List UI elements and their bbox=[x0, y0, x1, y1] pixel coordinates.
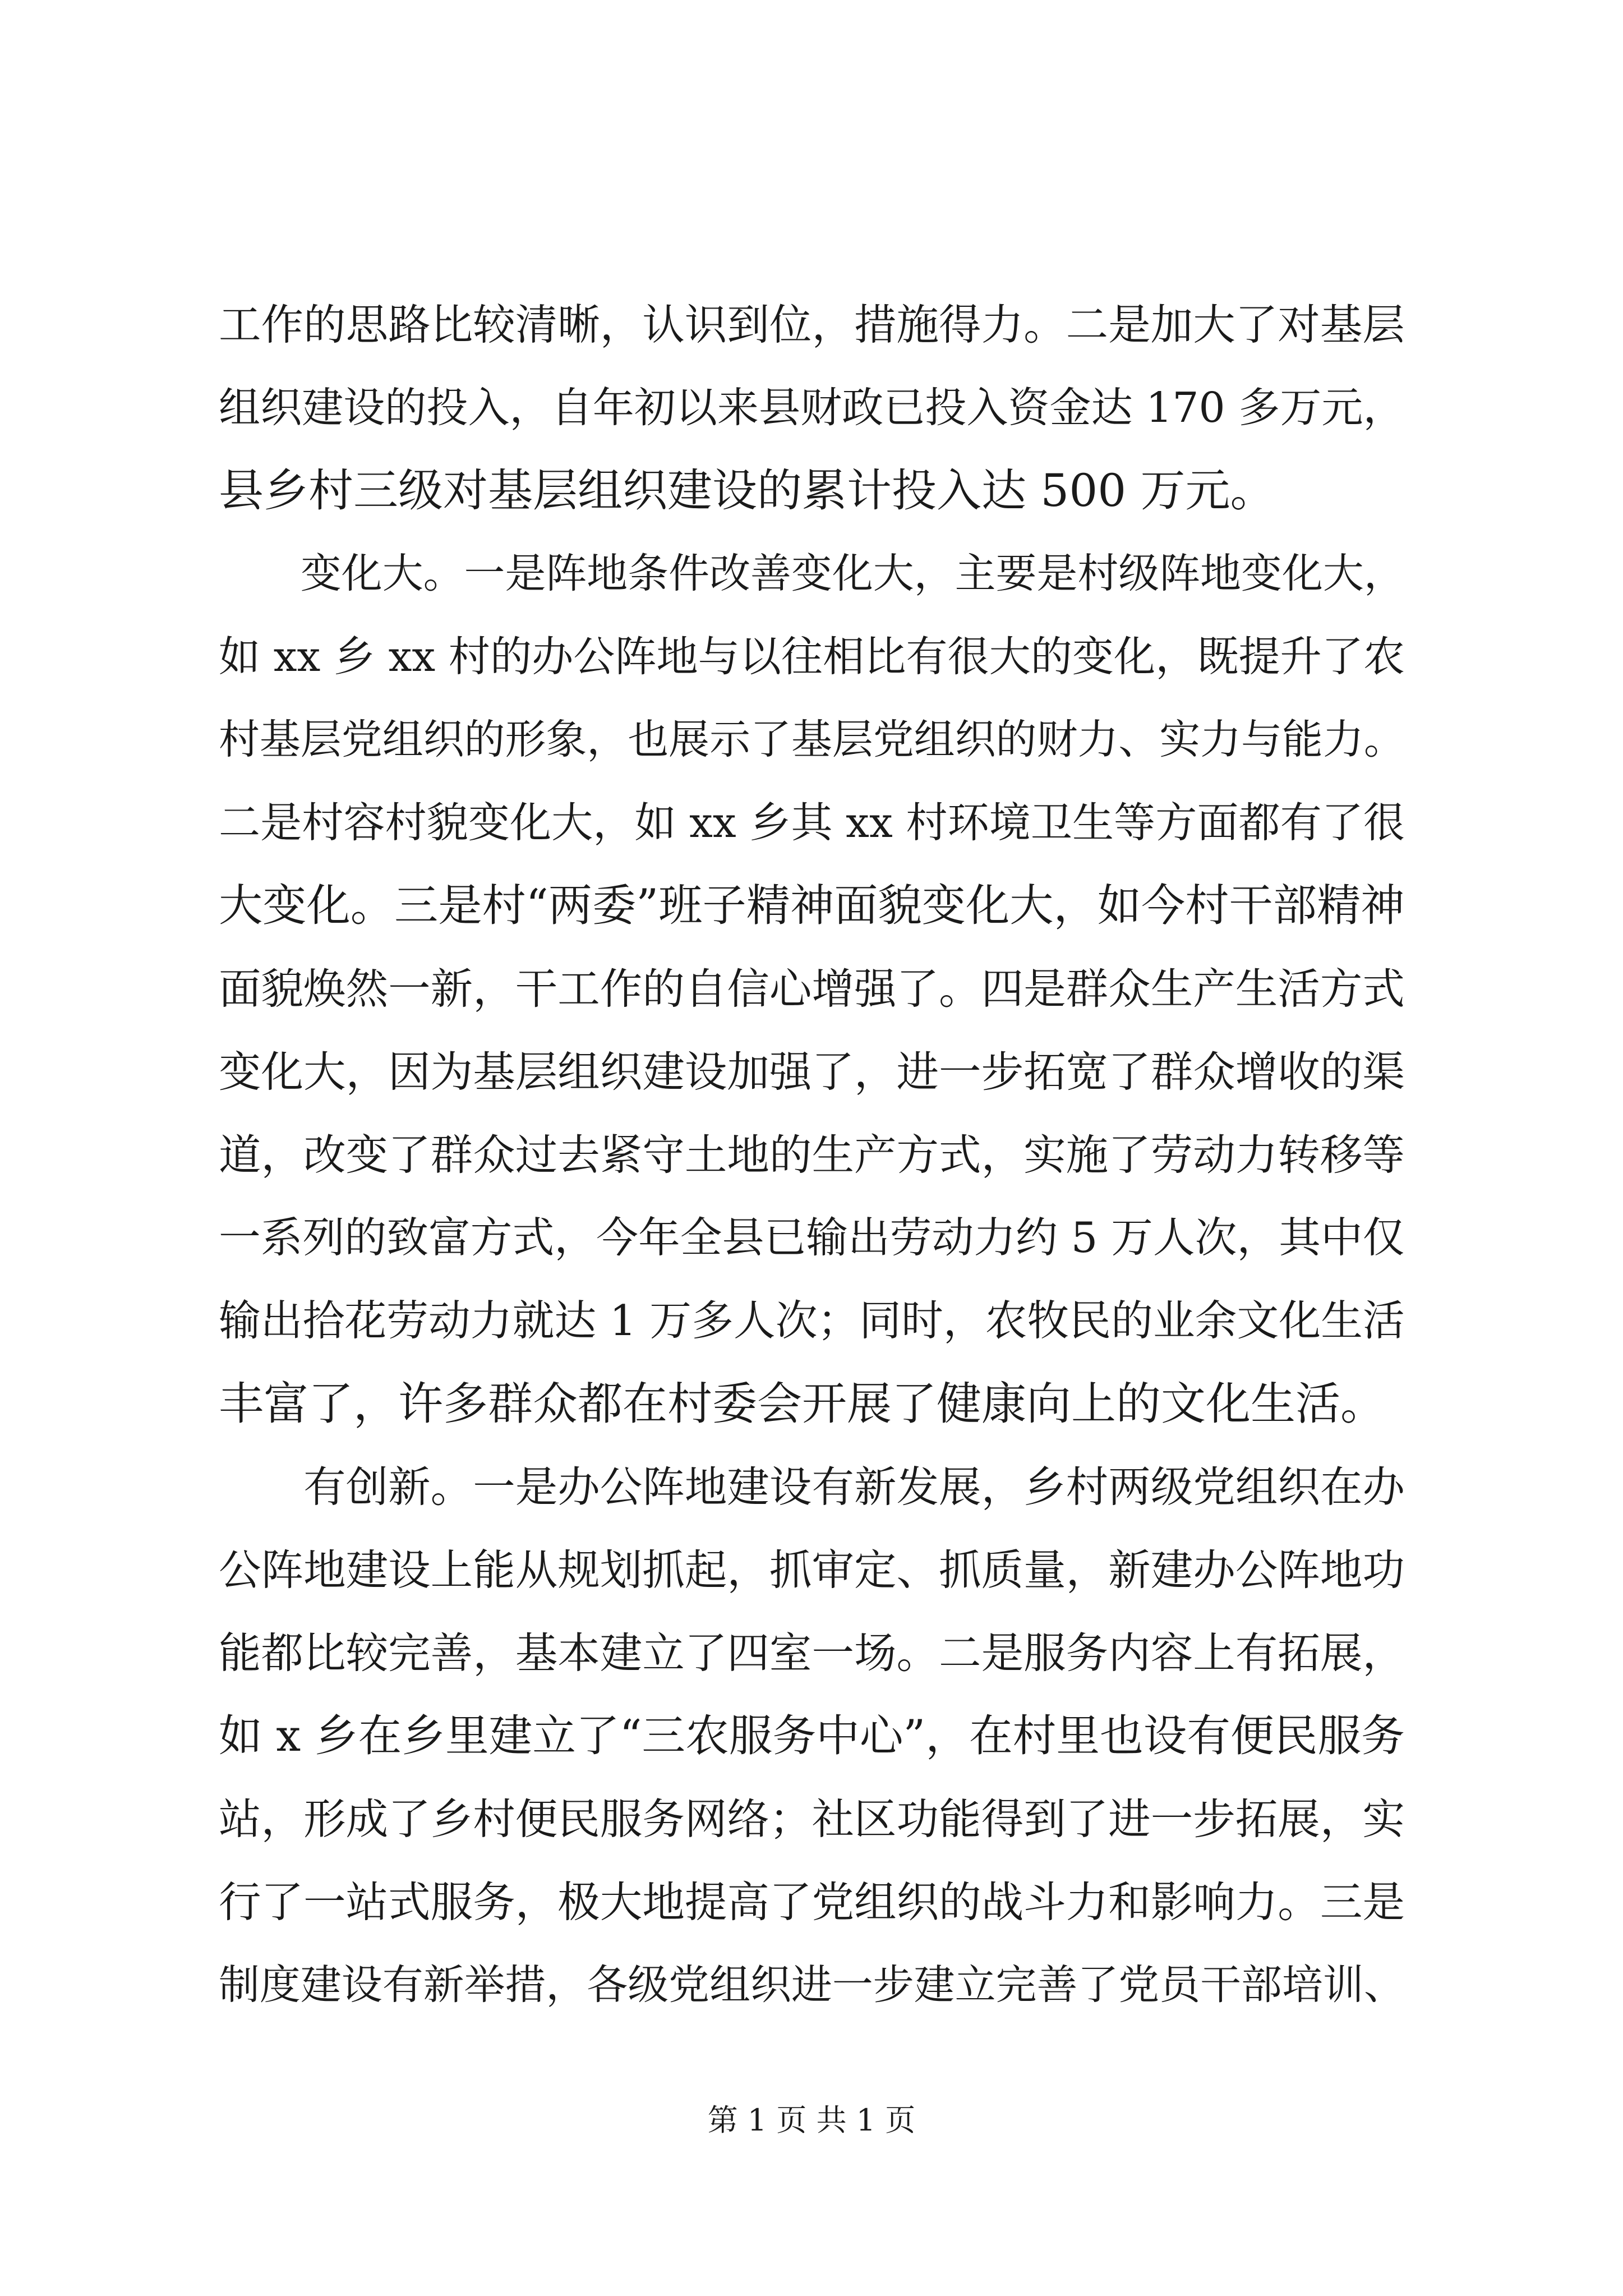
text-line: 组织建设的投入，自年初以来县财政已投入资金达 170 多万元， bbox=[219, 384, 1405, 432]
text-line: 二是村容村貌变化大，如 xx 乡其 xx 村环境卫生等方面都有了很 bbox=[219, 799, 1405, 847]
text-line: 输出拾花劳动力就达 1 万多人次；同时，农牧民的业余文化生活 bbox=[219, 1296, 1405, 1345]
text-line: 有创新。一是办公阵地建设有新发展，乡村两级党组织在办 bbox=[219, 1462, 1405, 1512]
text-line: 道，改变了群众过去紧守土地的生产方式，实施了劳动力转移等 bbox=[219, 1130, 1405, 1180]
text-line: 大变化。三是村“两委”班子精神面貌变化大，如今村干部精神 bbox=[219, 880, 1405, 931]
text-line: 变化大。一是阵地条件改善变化大，主要是村级阵地变化大， bbox=[219, 550, 1405, 597]
text-line: 一系列的致富方式，今年全县已输出劳动力约 5 万人次，其中仅 bbox=[219, 1213, 1405, 1262]
text-line: 变化大，因为基层组织建设加强了，进一步拓宽了群众增收的渠 bbox=[219, 1047, 1405, 1097]
text-line: 工作的思路比较清晰，认识到位，措施得力。二是加大了对基层 bbox=[219, 300, 1405, 349]
text-line: 站，形成了乡村便民服务网络；社区功能得到了进一步拓展，实 bbox=[219, 1795, 1405, 1844]
document-body bbox=[219, 283, 1405, 2027]
text-line: 行了一站式服务，极大地提高了党组织的战斗力和影响力。三是 bbox=[219, 1878, 1405, 1927]
text-line: 制度建设有新举措，各级党组织进一步建立完善了党员干部培训、 bbox=[219, 1961, 1405, 2009]
page-number: 第 1 页 共 1 页 bbox=[707, 2102, 916, 2138]
text-line: 如 x 乡在乡里建立了“三农服务中心”，在村里也设有便民服务 bbox=[219, 1711, 1405, 1761]
text-line: 能都比较完善，基本建立了四室一场。二是服务内容上有拓展， bbox=[219, 1628, 1405, 1678]
text-line: 公阵地建设上能从规划抓起，抓审定、抓质量，新建办公阵地功 bbox=[219, 1545, 1405, 1595]
text-line: 面貌焕然一新，干工作的自信心增强了。四是群众生产生活方式 bbox=[219, 964, 1405, 1014]
text-line: 县乡村三级对基层组织建设的累计投入达 500 万元。 bbox=[219, 464, 1275, 517]
text-line: 村基层党组织的形象，也展示了基层党组织的财力、实力与能力。 bbox=[219, 716, 1405, 763]
page-footer bbox=[0, 2098, 1623, 2143]
text-line: 如 xx 乡 xx 村的办公阵地与以往相比有很大的变化，既提升了农 bbox=[219, 633, 1405, 681]
text-line: 丰富了，许多群众都在村委会开展了健康向上的文化生活。 bbox=[219, 1378, 1385, 1430]
